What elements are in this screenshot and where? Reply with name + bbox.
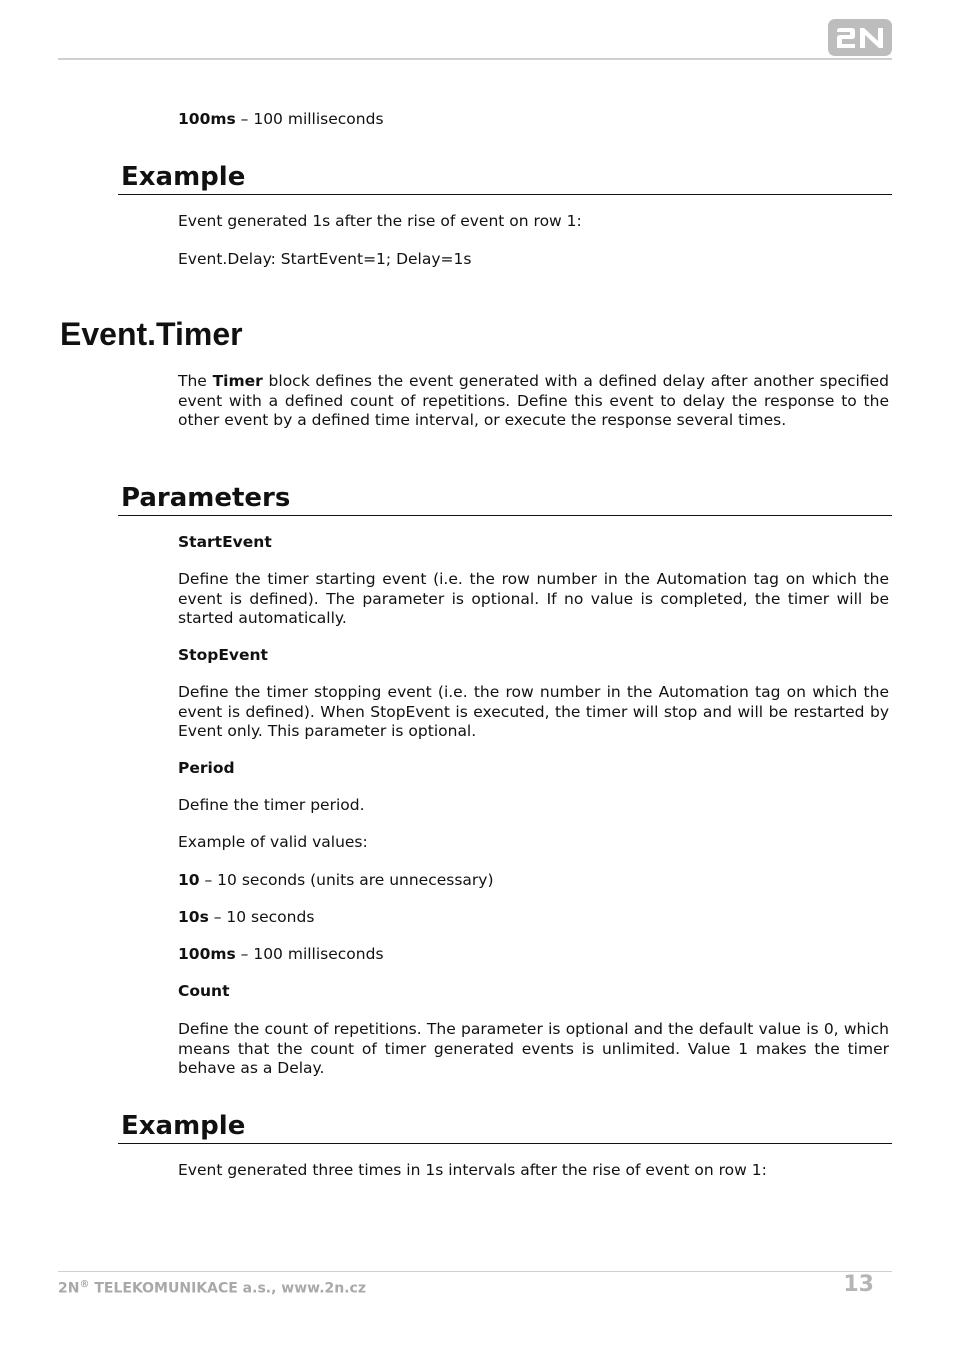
brand-logo [828,19,892,56]
value-example-line: 100ms – 100 milliseconds [178,110,384,128]
param-label-stopevent: StopEvent [178,646,268,664]
footer-divider [58,1271,892,1272]
valid-values-label: Example of valid values: [178,833,368,851]
intro-paragraph: The Timer block defines the event generated with a defined delay after another specified event with a defined count of repetitions. Define this event to delay the response to the other event by a defined time interval, or execute the response several times. [178,372,889,429]
valid-value-item: 10s – 10 seconds [178,908,315,926]
example-description: Event generated three times in 1s intervals after the rise of event on row 1: [178,1161,767,1179]
param-desc-period: Define the timer period. [178,796,365,814]
param-desc-count: Define the count of repetitions. The parameter is optional and the default value is 0, which means that the count of timer generated events is unlimited. Value 1 makes the timer behave as a Delay. [178,1020,889,1077]
param-label-startevent: StartEvent [178,533,272,551]
example-description: Event generated 1s after the rise of event on row 1: [178,212,582,230]
example-code: Event.Delay: StartEvent=1; Delay=1s [178,250,472,268]
header-divider [58,58,892,60]
parameters-heading: Parameters [118,481,892,516]
param-desc-startevent: Define the timer starting event (i.e. the row number in the Automation tag on which the event is defined). The parameter is optional. If no value is completed, the timer will be started automatically. [178,570,889,627]
example-heading: Example [118,1109,892,1144]
param-desc-stopevent: Define the timer stopping event (i.e. the row number in the Automation tag on which the event is defined). When StopEvent is executed, the timer will stop and will be restarted by Event only. This parameter is optional. [178,683,889,740]
section-title: Event.Timer [60,316,243,352]
example-heading: Example [118,160,892,195]
footer-company: 2N® TELEKOMUNIKACE a.s., www.2n.cz [58,1279,366,1297]
page-number: 13 [843,1272,874,1297]
param-label-period: Period [178,759,235,777]
valid-value-item: 100ms – 100 milliseconds [178,945,384,963]
param-label-count: Count [178,982,230,1000]
2n-logo-icon [833,25,887,51]
valid-value-item: 10 – 10 seconds (units are unnecessary) [178,871,494,889]
